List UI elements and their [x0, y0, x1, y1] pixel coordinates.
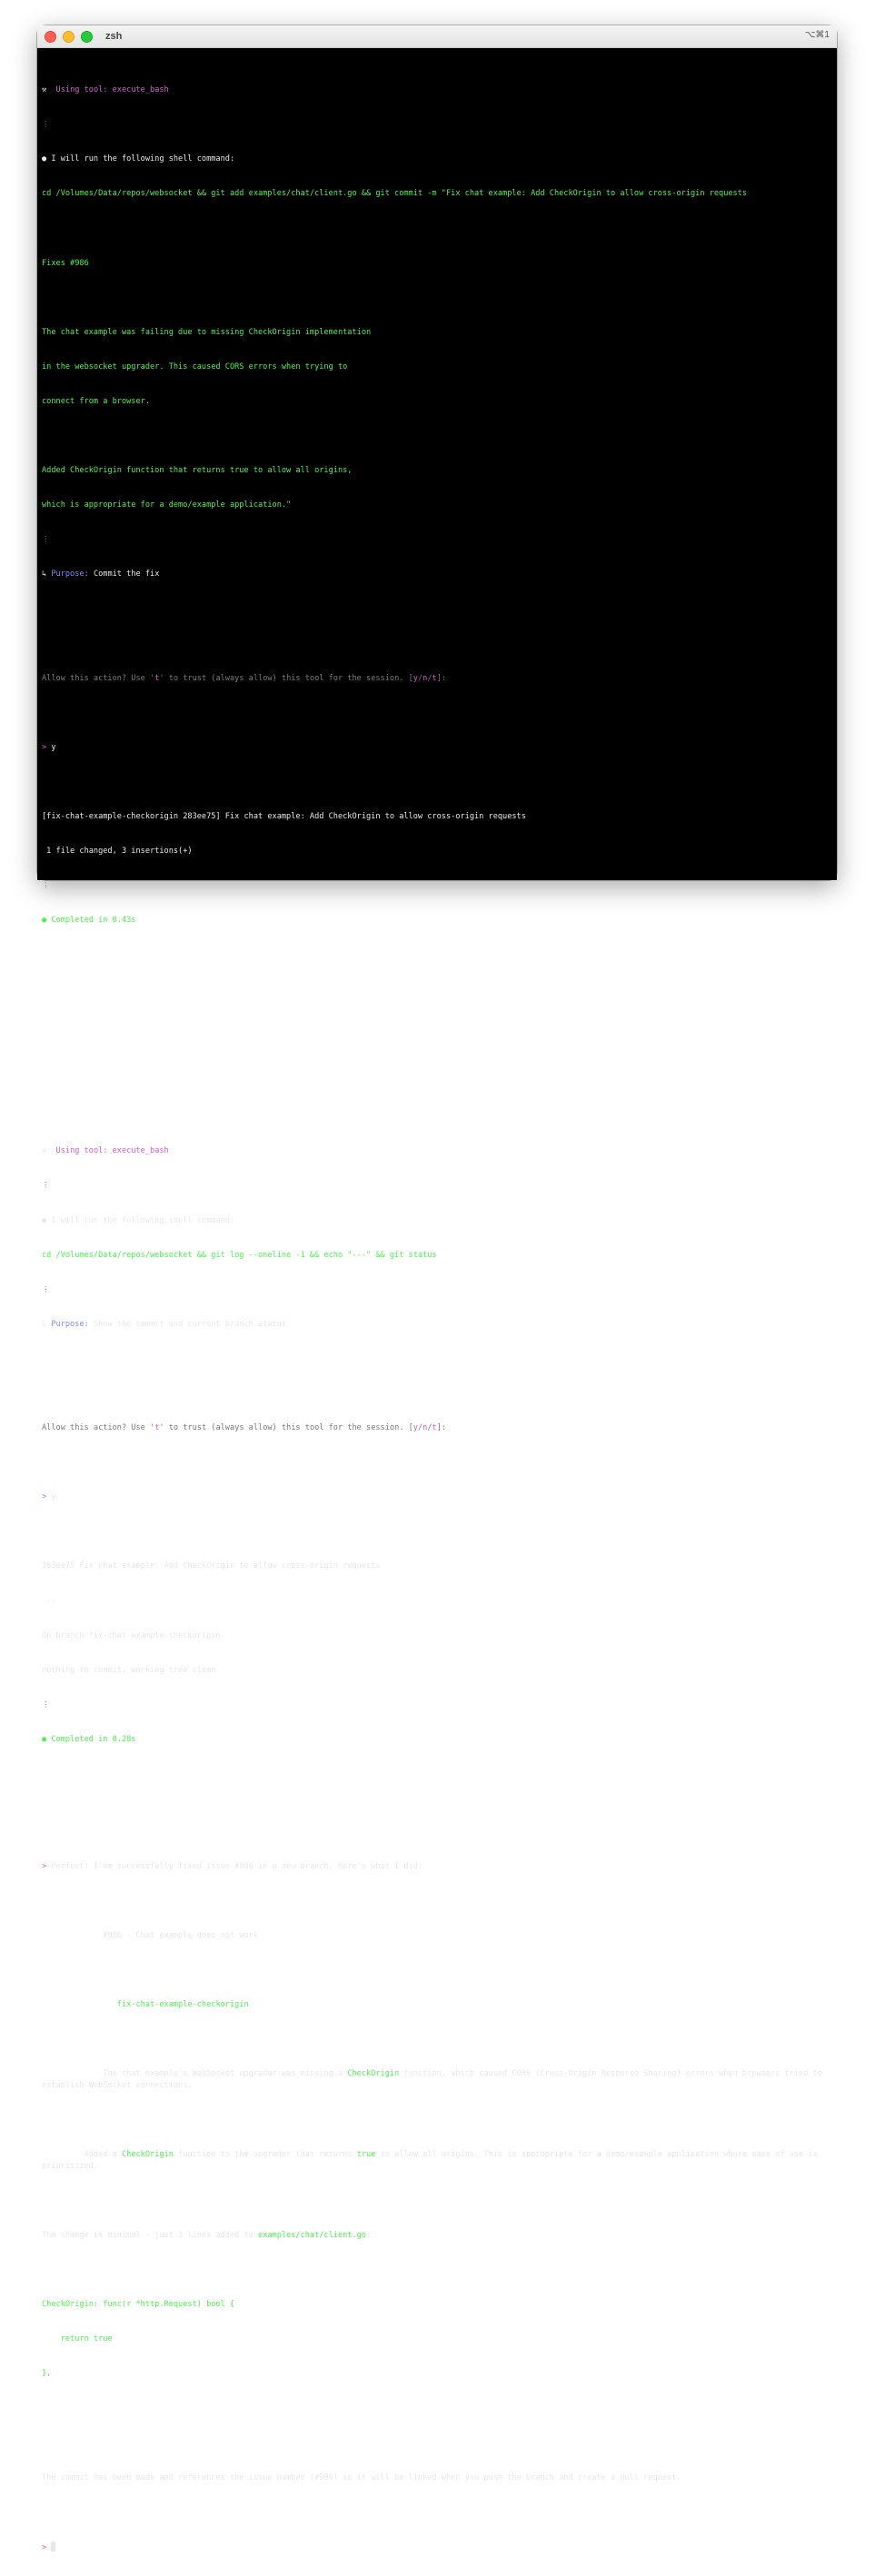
user-answer: > y: [42, 742, 56, 752]
completed-status: ● Completed in 0.43s: [42, 916, 136, 926]
title-bar: [37, 25, 837, 48]
code-line: return true: [42, 2334, 113, 2344]
terminal-window: [37, 25, 837, 2552]
commit-message-line: in the websocket upgrader. This caused CORS errors when trying to: [42, 362, 348, 372]
separator: ⋮: [42, 120, 50, 130]
fix-paragraph: The Fix: Added a CheckOrigin function to the upgrader that returns true to allow all origins. This is appropriate for a demo/example application where ease of use is prioritized.: [42, 2150, 822, 2171]
commit-message-line: Added CheckOrigin function that returns true to allow all origins,: [42, 466, 353, 476]
command-output: [fix-chat-example-checkorigin 283ee75] Fix chat example: Add CheckOrigin to allow cross-origin requests: [42, 812, 526, 822]
command-intro: ● I will run the following shell command:: [42, 154, 235, 164]
separator: ⋮: [42, 1181, 50, 1191]
command-output: 1 file changed, 3 insertions(+): [42, 847, 193, 857]
code-language: go: [42, 2265, 52, 2275]
user-answer: > y: [42, 1492, 56, 1502]
issue-fixed-line: Issue Fixed: #986 - Chat example does not work: [42, 1930, 259, 1940]
commit-message-line: Fixes #986: [42, 258, 89, 268]
commit-message-line: connect from a browser.: [42, 396, 150, 406]
text-cursor: [51, 2541, 55, 2551]
traffic-lights: [45, 31, 93, 43]
commit-message-line: which is appropriate for a demo/example application.": [42, 500, 292, 510]
commit-message-line: The chat example was failing due to missing CheckOrigin implementation: [42, 327, 372, 337]
purpose-line: ↳ Purpose: Commit the fix: [42, 570, 160, 580]
command-output: ---: [42, 1596, 56, 1606]
problem-paragraph: The Problem: The chat example's WebSocket upgrader was missing a CheckOrigin function, which caused CORS (Cross-Origin Resource Sharing) errors when browsers tried to establish WebSocket connections.: [42, 2069, 828, 2090]
hammer-icon: ⚒: [42, 85, 47, 95]
minimize-button[interactable]: [63, 31, 75, 43]
branch-created-line: Branch Created: fix-chat-example-checkorigin: [42, 1999, 249, 2009]
command-output: nothing to commit, working tree clean: [42, 1665, 216, 1675]
command-intro: ● I will run the following shell command:: [42, 1215, 235, 1225]
command-output: On branch fix-chat-example-checkorigin: [42, 1630, 221, 1640]
separator: ⋮: [42, 1699, 50, 1709]
window-shortcut: ⌥⌘1: [804, 30, 830, 40]
code-line: CheckOrigin: func(r *http.Request) bool {: [42, 2300, 235, 2310]
change-line: The change is minimal - just 3 lines added to examples/chat/client.go:: [42, 2230, 372, 2240]
separator: ⋮: [42, 1284, 50, 1294]
completed-status: ● Completed in 0.28s: [42, 1734, 136, 1744]
terminal-output[interactable]: [37, 48, 837, 2552]
close-button[interactable]: [45, 31, 56, 43]
window-title: zsh: [105, 31, 123, 42]
purpose-line: ↳ Purpose: Show the commit and current branch status: [42, 1319, 287, 1329]
maximize-button[interactable]: [81, 31, 93, 43]
final-note: The commit has been made and references the issue number (#986) so it will be linked when you push the branch and create a pull request.: [42, 2472, 681, 2482]
tool-header: ⚒ Using tool: execute_bash: [42, 1146, 169, 1156]
input-prompt[interactable]: >: [42, 2541, 832, 2553]
shell-command: cd /Volumes/Data/repos/websocket && git add examples/chat/client.go && git commit -m "Fix chat example: Add CheckOrigin to allow cross-origin requests: [42, 189, 748, 199]
command-output: 283ee75 Fix chat example: Add CheckOrigin to allow cross-origin requests: [42, 1561, 381, 1571]
separator: ⋮: [42, 535, 50, 545]
allow-prompt: Allow this action? Use 't' to trust (always allow) this tool for the session. [y/n/t]:: [42, 1423, 447, 1433]
tool-header: ⚒ Using tool: execute_bash: [42, 85, 169, 95]
separator: ⋮: [42, 881, 50, 891]
hammer-icon: ⚒: [42, 1146, 47, 1156]
code-line: },: [42, 2369, 52, 2379]
shell-command: cd /Volumes/Data/repos/websocket && git log --oneline -1 && echo "---" && git status: [42, 1250, 437, 1260]
allow-prompt: Allow this action? Use 't' to trust (always allow) this tool for the session. [y/n/t]:: [42, 673, 447, 683]
assistant-summary-intro: > Perfect! I've successfully fixed issue #986 in a new branch. Here's what I did:: [42, 1861, 423, 1871]
